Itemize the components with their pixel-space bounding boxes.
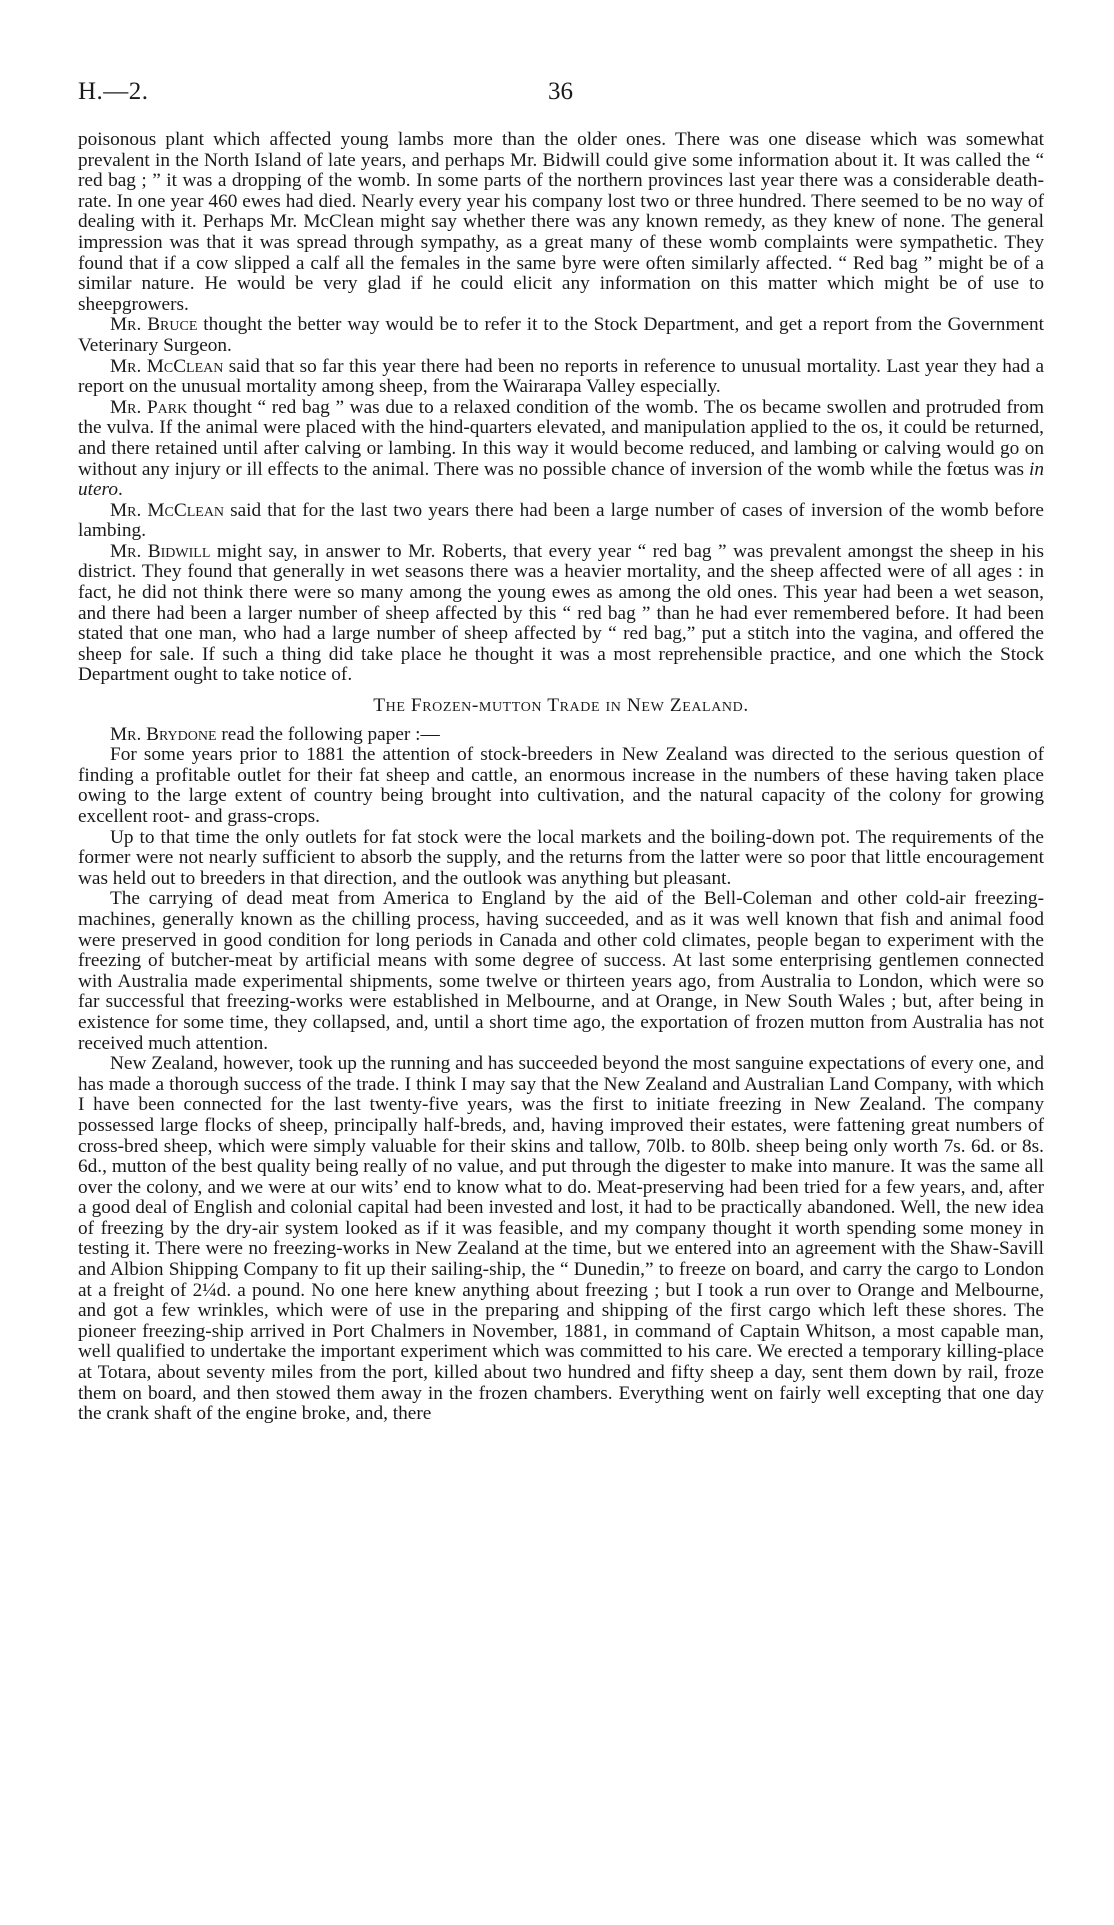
- paragraph: The carrying of dead meat from America to England by the aid of the Bell-Coleman and other cold-air freezing-machines, generally known as the chilling process, having succeeded, and as it was well known that fish and animal food were preserved in good condition for long periods in Canada and other cold climates, people began to experiment with the freezing of butcher-meat by artificial means with some degree of success. At last some enterprising gentlemen connected with Australia made experimental shipments, some twelve or thirteen years ago, from Australia to London, which were so far successful that freezing-works were established in Melbourne, and at Orange, in New South Wales ; but, after being in existence for some time, they collapsed, and, until a short time ago, the exportation of frozen mutton from Australia has not received much attention.: [78, 888, 1044, 1054]
- speaker-name: Mr. McClean: [110, 355, 224, 377]
- paragraph: Mr. Park thought “ red bag ” was due to a relaxed condition of the womb. The os became swollen and protruded from the vulva. If the animal were placed with the hind-quarters elevated, and manipulation applied to the os, it could be returned, and there retained until after calving or lambing. In this way it would become reduced, and lambing or calving would go on without any injury or ill effects to the animal. There was no possible chance of inversion of the womb while the fœtus was in utero.: [78, 396, 1044, 501]
- page-header: [78, 78, 1044, 118]
- speaker-name: Mr. Brydone: [110, 723, 217, 745]
- paragraph: Mr. McClean said that so far this year there had been no reports in reference to unusual mortality. Last year they had a report on the unusual mortality among sheep, from the Wairarapa Valley especially.: [78, 355, 1044, 398]
- section-heading: The Frozen-mutton Trade in New Zealand.: [373, 695, 749, 717]
- paragraph: For some years prior to 1881 the attention of stock-breeders in New Zealand was directed to the serious question of finding a profitable outlet for their fat sheep and cattle, an enormous increase in the numbers of these having taken place owing to the large extent of country being brought into cultivation, and the natural capacity of the colony for growing excellent root- and grass-crops.: [78, 744, 1044, 827]
- speaker-name: Mr. McClean: [110, 499, 225, 521]
- paragraph: Mr. Bidwill might say, in answer to Mr. Roberts, that every year “ red bag ” was prevalent amongst the sheep in his district. They found that generally in wet seasons there was a heavier mortality, and the sheep affected were of all ages : in fact, he did not think there were so many among the young ewes as among the old ones. This year had been a wet season, and there had been a larger number of sheep affected by this “ red bag ” than he had ever remembered before. It had been stated that one man, who had a large number of sheep affected by “ red bag,” put a stitch into the vagina, and offered the sheep for sale. If such a thing did take place he thought it was a most reprehensible practice, and one which the Stock Department ought to take notice of.: [78, 540, 1044, 686]
- paragraph: Mr. McClean said that for the last two years there had been a large number of cases of inversion of the womb before lambing.: [78, 499, 1044, 542]
- paragraph: poisonous plant which affected young lambs more than the older ones. There was one disease which was somewhat prevalent in the North Island of late years, and perhaps Mr. Bidwill could give some information about it. It was called the “ red bag ; ” it was a dropping of the womb. In some parts of the northern provinces last year there was a considerable death-rate. In one year 460 ewes had died. Nearly every year his company lost two or three hundred. There seemed to be no way of dealing with it. Perhaps Mr. McClean might say whether there was any known remedy, as they knew of none. The general impression was that it was spread through sympathy, as a great many of these womb complaints were sympathetic. They found that if a cow slipped a calf all the females in the same byre were often similarly affected. “ Red bag ” might be of a similar nature. He would be very glad if he could elicit any information on this matter which might be of use to sheepgrowers.: [78, 129, 1044, 315]
- paragraph: Mr. Brydone read the following paper :—: [110, 723, 440, 745]
- document-reference: H.—2.: [78, 78, 149, 105]
- speaker-name: Mr. Park: [110, 396, 188, 418]
- page-number: 36: [548, 78, 573, 105]
- italic-phrase: in utero: [78, 458, 1044, 501]
- paragraph: Mr. Bruce thought the better way would be to refer it to the Stock Department, and get a report from the Government Veterinary Surgeon.: [78, 314, 1045, 356]
- paragraph: New Zealand, however, took up the running and has succeeded beyond the most sanguine expectations of every one, and has made a thorough success of the trade. I think I may say that the New Zealand and Australian Land Company, with which I have been connected for the last twenty-five years, was the first to initiate freezing in New Zealand. The company possessed large flocks of sheep, principally half-breds, and, having improved their estates, were fattening great numbers of cross-bred sheep, which were simply valuable for their skins and tallow, 70lb. to 80lb. sheep being only worth 7s. 6d. or 8s. 6d., mutton of the best quality being really of no value, and put through the digester to make into manure. It was the same all over the colony, and we were at our wits’ end to know what to do. Meat-preserving had been tried for a few years, and, after a good deal of English and colonial capital had been invested and lost, it had to be practically abandoned. Well, the new idea of freezing by the dry-air system looked as if it was feasible, and my company thought it worth spending some money in testing it. There were no freezing-works in New Zealand at the time, but we entered into an agreement with the Shaw-Savill and Albion Shipping Company to fit up their sailing-ship, the “ Dunedin,” to freeze on board, and carry the cargo to London at a freight of 2¼d. a pound. No one here knew anything about freezing ; but I took a run over to Orange and Melbourne, and got a few wrinkles, which were of use in the preparing and shipping of the first cargo which left these shores. The pioneer freezing-ship arrived in Port Chalmers in November, 1881, in command of Captain Whitson, a most capable man, well qualified to undertake the important experiment which was committed to his care. We erected a temporary killing-place at Totara, about seventy miles from the port, killed about two hundred and fifty sheep a day, sent them down by rail, froze them on board, and then stowed them away in the frozen chambers. Everything went on fairly well excepting that one day the crank shaft of the engine broke, and, there: [78, 1053, 1044, 1425]
- speaker-name: Mr. Bruce: [110, 314, 198, 336]
- speaker-name: Mr. Bidwill: [110, 540, 211, 562]
- paragraph: Up to that time the only outlets for fat stock were the local markets and the boiling-down pot. The requirements of the former were not nearly sufficient to absorb the supply, and the returns from the latter were so poor that little encouragement was held out to breeders in that direction, and the outlook was anything but pleasant.: [78, 826, 1044, 889]
- document-body: [78, 130, 1044, 1425]
